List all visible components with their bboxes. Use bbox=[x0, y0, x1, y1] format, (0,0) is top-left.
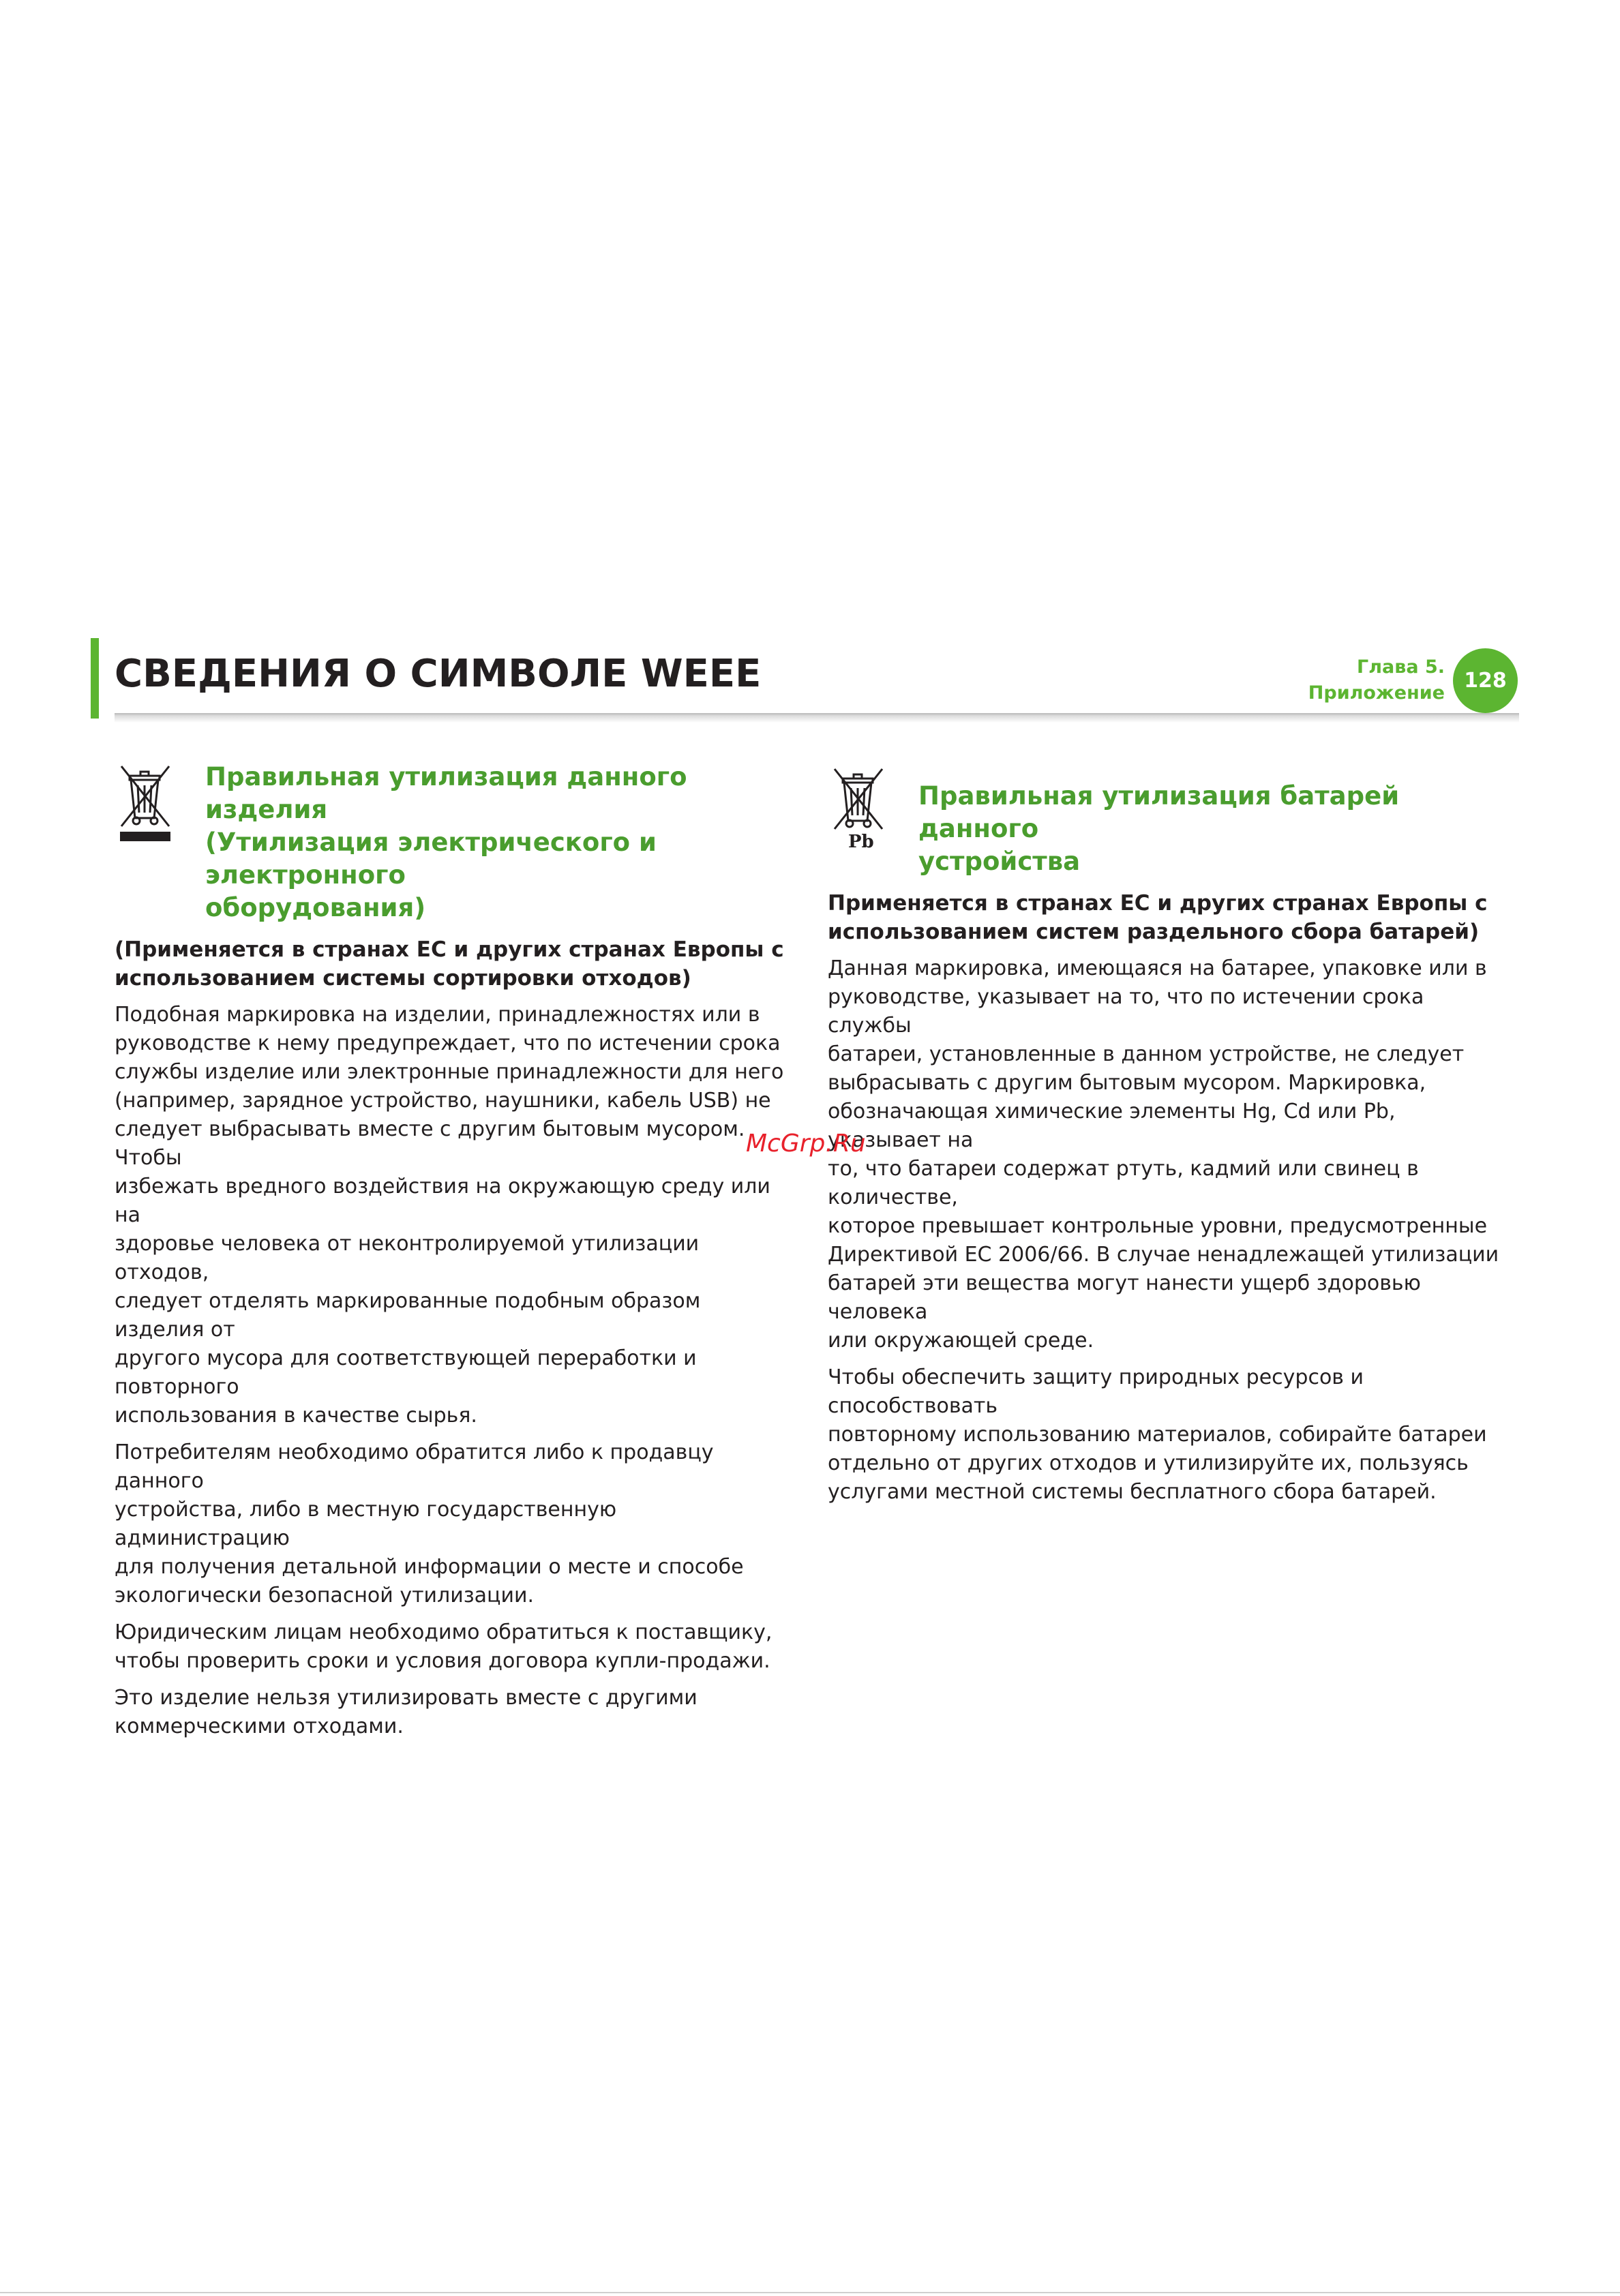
chapter-info bbox=[1308, 654, 1445, 706]
text-line: Это изделие нельзя утилизировать вместе с другими bbox=[115, 1686, 698, 1710]
text-line: (например, зарядное устройство, наушники, кабель USB) не bbox=[115, 1089, 771, 1113]
paragraph bbox=[828, 1363, 1510, 1507]
title-line: (Утилизация электрического и электронного bbox=[205, 828, 657, 890]
applicability-note bbox=[828, 889, 1510, 946]
text-line: отдельно от других отходов и утилизируйте их, пользуясь bbox=[828, 1451, 1469, 1475]
text-line: другого мусора для соответствующей переработки и повторного bbox=[115, 1346, 697, 1399]
text-line: использования в качестве сырья. bbox=[115, 1404, 477, 1428]
subtitle-line: (Применяется в странах ЕС и других странах Европы с bbox=[115, 937, 784, 962]
weee-product-section bbox=[115, 761, 796, 1741]
text-line: устройства, либо в местную государственную администрацию bbox=[115, 1498, 617, 1550]
text-line: здоровье человека от неконтролируемой утилизации отходов, bbox=[115, 1232, 700, 1284]
text-line: Данная маркировка, имеющаяся на батарее, упаковке или в bbox=[828, 956, 1487, 980]
paragraph bbox=[115, 1618, 796, 1676]
text-line: которое превышает контрольные уровни, предусмотренные bbox=[828, 1214, 1488, 1238]
text-line: Потребителям необходимо обратится либо к продавцу данного bbox=[115, 1440, 714, 1493]
text-line: то, что батареи содержат ртуть, кадмий или свинец в количестве, bbox=[828, 1157, 1419, 1209]
paragraph bbox=[828, 954, 1510, 1355]
section-header bbox=[115, 761, 796, 924]
text-line: коммерческими отходами. bbox=[115, 1715, 404, 1738]
text-line: Директивой ЕС 2006/66. В случае ненадлежащей утилизации bbox=[828, 1243, 1499, 1267]
section-header bbox=[828, 761, 1510, 878]
text-line: следует отделять маркированные подобным образом изделия от bbox=[115, 1289, 701, 1342]
title-accent-bar bbox=[91, 638, 99, 719]
applicability-note bbox=[115, 935, 796, 993]
subtitle-line: использованием систем раздельного сбора батарей) bbox=[828, 920, 1480, 944]
text-line: услугами местной системы бесплатного сбора батарей. bbox=[828, 1480, 1437, 1504]
section-title bbox=[918, 780, 1510, 878]
text-line: для получения детальной информации о месте и способе bbox=[115, 1555, 744, 1579]
paragraph bbox=[115, 1001, 796, 1430]
text-line: выбрасывать с другим бытовым мусором. Маркировка, bbox=[828, 1071, 1426, 1095]
paragraph bbox=[115, 1438, 796, 1610]
title-line: Правильная утилизация батарей данного bbox=[918, 781, 1400, 843]
chapter-name: Приложение bbox=[1308, 682, 1445, 704]
text-line: службы изделие или электронные принадлежности для него bbox=[115, 1060, 784, 1084]
crossed-out-bin-pb-icon bbox=[828, 761, 889, 859]
chapter-number: Глава 5. bbox=[1357, 656, 1445, 678]
text-line: руководстве к нему предупреждает, что по истечении срока bbox=[115, 1031, 781, 1055]
paragraph bbox=[115, 1684, 796, 1741]
text-line: Подобная маркировка на изделии, принадлежностях или в bbox=[115, 1003, 760, 1027]
text-line: батареи, установленные в данном устройстве, не следует bbox=[828, 1042, 1465, 1066]
text-line: Чтобы обеспечить защиту природных ресурсов и способствовать bbox=[828, 1365, 1364, 1418]
text-line: батарей эти вещества могут нанести ущерб здоровью человека bbox=[828, 1271, 1421, 1324]
page-bottom-line bbox=[0, 2292, 1620, 2293]
title-line: Правильная утилизация данного изделия bbox=[205, 762, 687, 824]
text-line: следует выбрасывать вместе с другим бытовым мусором. Чтобы bbox=[115, 1117, 745, 1170]
page-number-badge: 128 bbox=[1453, 648, 1518, 713]
text-line: или окружающей среде. bbox=[828, 1329, 1094, 1353]
text-line: повторному использованию материалов, собирайте батареи bbox=[828, 1423, 1487, 1447]
text-line: Юридическим лицам необходимо обратиться к поставщику, bbox=[115, 1620, 772, 1644]
text-line: обозначающая химические элементы Hg, Cd или Pb, указывает на bbox=[828, 1100, 1396, 1152]
subtitle-line: использованием системы сортировки отходов) bbox=[115, 966, 691, 991]
title-line: устройства bbox=[918, 847, 1081, 876]
pb-label: Pb bbox=[848, 832, 874, 852]
text-line: экологически безопасной утилизации. bbox=[115, 1584, 534, 1607]
section-title bbox=[205, 761, 796, 924]
crossed-out-wheelie-bin-icon bbox=[115, 761, 176, 848]
text-line: избежать вредного воздействия на окружающую среду или на bbox=[115, 1175, 770, 1227]
title-line: оборудования) bbox=[205, 893, 426, 922]
battery-disposal-section bbox=[828, 761, 1510, 1507]
page-title: СВЕДЕНИЯ О СИМВОЛЕ WEEE bbox=[115, 652, 762, 696]
watermark: McGrp.Ru bbox=[746, 1130, 866, 1158]
text-line: руководстве, указывает на то, что по истечении срока службы bbox=[828, 985, 1424, 1038]
text-line: чтобы проверить сроки и условия договора купли-продажи. bbox=[115, 1649, 770, 1673]
header-divider bbox=[115, 713, 1519, 723]
subtitle-line: Применяется в странах ЕС и других странах Европы с bbox=[828, 891, 1488, 916]
